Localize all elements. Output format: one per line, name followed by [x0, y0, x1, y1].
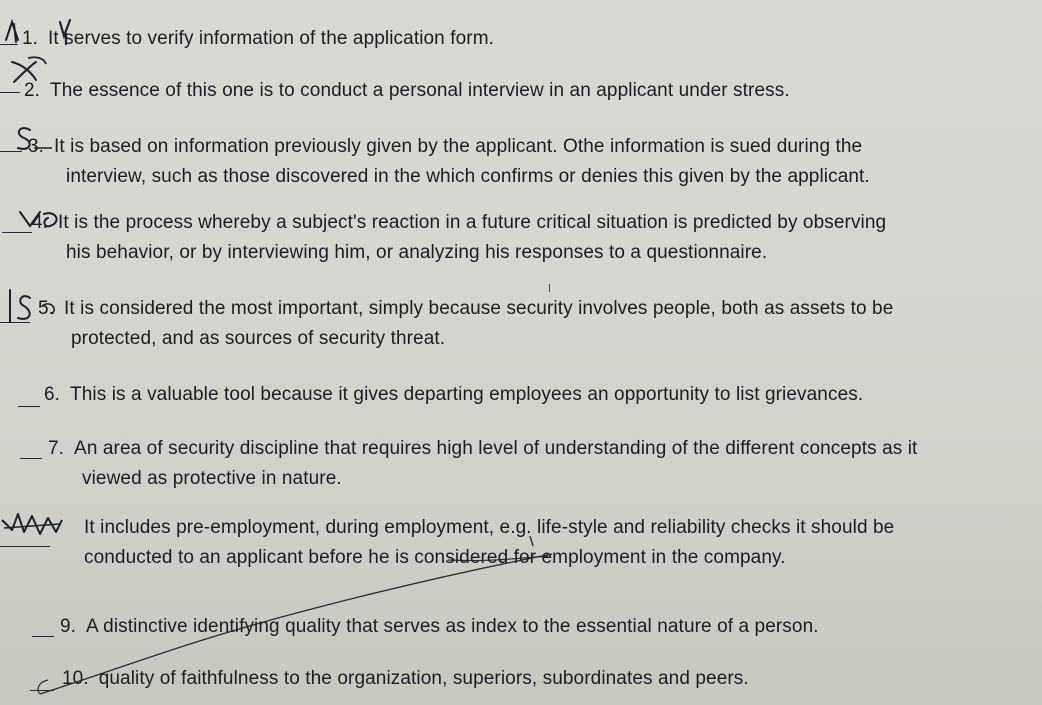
- question-text-9: A distinctive identifying quality that serves as index to the essential nature of a person.: [86, 616, 819, 637]
- question-item-5: [38, 294, 893, 354]
- question-text-3-line-2: interview, such as those discovered in the which confirms or denies this given by the applicant.: [66, 166, 870, 187]
- question-item-3: [28, 132, 870, 192]
- question-text-10: quality of faithfulness to the organization, superiors, subordinates and peers.: [98, 668, 749, 689]
- question-text-6: This is a valuable tool because it gives departing employees an opportunity to list grievances.: [70, 384, 864, 405]
- question-text-3-line-1: It is based on information previously given by the applicant. Othe information is sued during the: [54, 136, 863, 157]
- question-number-6: 6.: [44, 384, 61, 405]
- question-item-10: [62, 664, 749, 694]
- pen-mark-5: [10, 290, 30, 322]
- question-number-5: 5.: [38, 298, 55, 319]
- pen-mark-2b: [28, 57, 46, 64]
- question-number-10: 10.: [62, 668, 89, 689]
- question-item-7: [48, 434, 917, 494]
- question-text-7-line-1: An area of security discipline that requires high level of understanding of the different concepts as it: [74, 438, 918, 459]
- question-text-5-line-1: It is considered the most important, simply because security involves people, both as assets to be: [64, 298, 894, 319]
- question-number-2: 2.: [24, 80, 41, 101]
- answer-blank-7[interactable]: [20, 458, 42, 459]
- answer-blank-1[interactable]: [0, 44, 18, 45]
- question-item-9: [60, 612, 819, 642]
- answer-blank-3[interactable]: [0, 151, 22, 152]
- question-item-1: [22, 24, 494, 54]
- answer-blank-5[interactable]: [0, 322, 30, 323]
- pen-mark-1: [6, 22, 18, 42]
- question-item-8: [58, 513, 894, 573]
- question-number-1: 1.: [22, 28, 39, 49]
- question-number-7: 7.: [48, 438, 65, 459]
- question-text-4-line-1: It is the process whereby a subject's reaction in a future critical situation is predicted by observing: [58, 212, 887, 233]
- question-item-4: [32, 208, 886, 268]
- question-number-3: 3.: [28, 136, 45, 157]
- question-number-4: 4.: [32, 212, 49, 233]
- answer-blank-6[interactable]: [18, 406, 40, 407]
- question-text-4-line-2: his behavior, or by interviewing him, or analyzing his responses to a questionnaire.: [66, 242, 768, 263]
- question-text-8-line-2: conducted to an applicant before he is considered for employment in the company.: [84, 547, 786, 568]
- answer-blank-4[interactable]: [2, 232, 32, 233]
- question-text-8-line-1: It includes pre-employment, during employment, e.g. life-style and reliability checks it should be: [84, 517, 895, 538]
- question-text-5-line-2: protected, and as sources of security threat.: [71, 328, 446, 349]
- answer-blank-9[interactable]: [32, 636, 54, 637]
- answer-blank-2[interactable]: [0, 92, 20, 93]
- answer-blank-8[interactable]: [0, 546, 50, 547]
- stray-pen-tick: [549, 284, 550, 292]
- answer-blank-10[interactable]: [30, 690, 54, 691]
- pen-mark-8: [2, 514, 62, 534]
- question-text-1: It serves to verify information of the application form.: [48, 28, 495, 49]
- question-item-2: [24, 76, 790, 106]
- question-item-6: [44, 380, 863, 410]
- question-text-7-line-2: viewed as protective in nature.: [82, 468, 342, 489]
- question-number-9: 9.: [60, 616, 77, 637]
- pen-stroke-tail: [38, 680, 48, 694]
- question-text-2: The essence of this one is to conduct a personal interview in an applicant under stress.: [50, 80, 790, 101]
- pen-mark-8b: [4, 524, 60, 528]
